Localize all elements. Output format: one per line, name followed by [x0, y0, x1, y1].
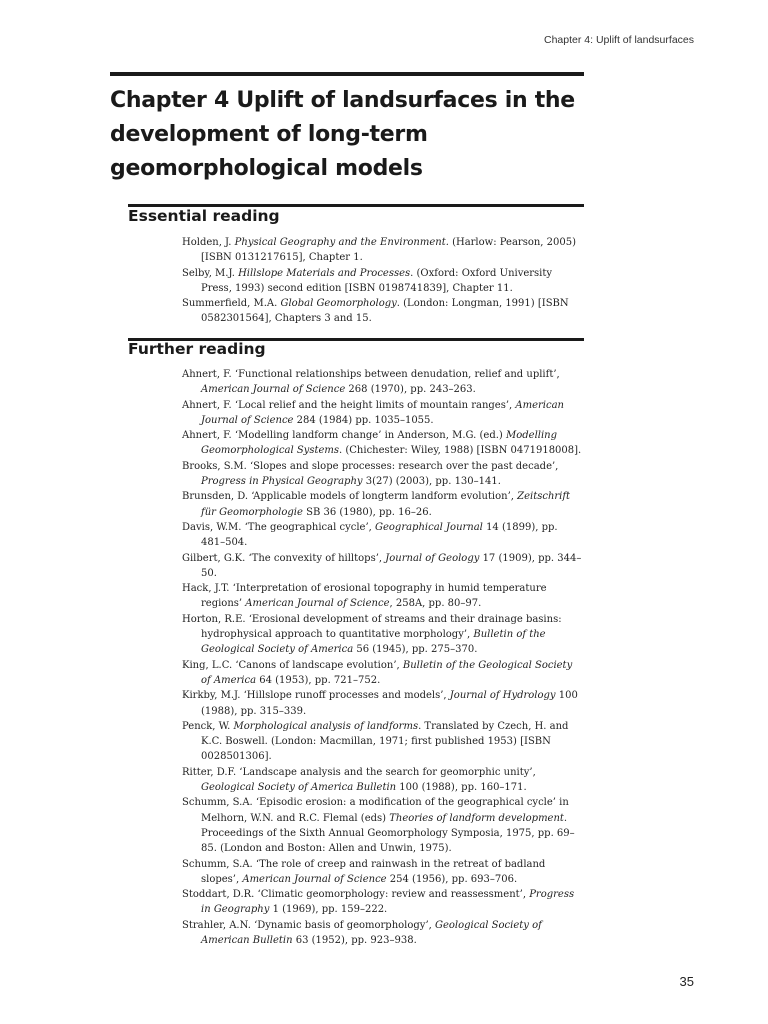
- page-number: 35: [679, 974, 694, 989]
- reference-text: Horton, R.E. ‘Erosional development of streams and their drainage basins: hydrophysical approach to quantitative morphology’,: [182, 613, 562, 641]
- reference-text: . (Chichester: Wiley, 1988) [ISBN 0471918008].: [339, 445, 582, 457]
- reference-title: Journal of Hydrology: [449, 690, 556, 702]
- reference-text: 64 (1953), pp. 721–752.: [256, 674, 381, 686]
- reference-text: . Translated by Czech, H. and K.C. Boswell. (London: Macmillan, 1971; first published 1953) [ISBN 0028501306].: [201, 720, 569, 763]
- reference-item: [182, 398, 584, 429]
- reference-title: American Journal of Science: [201, 384, 346, 396]
- reference-text: 254 (1956), pp. 693–706.: [386, 873, 518, 885]
- reference-text: 14 (1899), pp. 481–504.: [201, 521, 558, 549]
- reference-title: Zeitschrift für Geomorphologie: [201, 491, 571, 518]
- reference-text: . (London: Longman, 1991) [ISBN 0582301564], Chapters 3 and 15.: [201, 298, 569, 325]
- reference-text: SB 36 (1980), pp. 16–26.: [302, 506, 432, 518]
- reference-text: Schumm, S.A. ‘The role of creep and rainwash in the retreat of badland slopes’,: [182, 858, 546, 885]
- reference-text: Summerfield, M.A.: [182, 298, 281, 310]
- reference-text: . Proceedings of the Sixth Annual Geomorphology Symposia, 1975, pp. 69–85. (London and Boston: Allen and Unwin, 1975).: [201, 812, 575, 855]
- reference-text: 17 (1909), pp. 344–50.: [201, 552, 582, 579]
- reference-item: [182, 612, 584, 658]
- reference-item: [182, 551, 584, 582]
- reference-title: Modelling Geomorphological Systems: [201, 430, 558, 457]
- reference-text: Penck, W.: [182, 720, 234, 732]
- reference-text: 56 (1945), pp. 275–370.: [353, 644, 478, 656]
- reference-item: [182, 765, 584, 796]
- reference-text: Strahler, A.N. ‘Dynamic basis of geomorphology’,: [182, 919, 435, 931]
- reference-item: [182, 795, 584, 856]
- reference-text: (Harlow: Pearson, 2005) [ISBN 0131217615], Chapter 1.: [201, 237, 576, 264]
- reference-title: Global Geomorphology: [280, 298, 397, 310]
- reference-title: Geological Society of American Bulletin: [201, 919, 542, 946]
- reference-title: Theories of landform development: [389, 812, 564, 824]
- further-reading-list: [182, 367, 584, 948]
- reference-title: Geographical Journal: [374, 521, 483, 533]
- reference-item: [182, 581, 584, 612]
- essential-reading-list: [182, 235, 584, 327]
- reference-text: 100 (1988), pp. 160–171.: [396, 782, 527, 794]
- essential-reading-heading: Essential reading: [128, 207, 280, 225]
- reference-item: [182, 235, 584, 266]
- reference-text: Kirkby, M.J. ‘Hillslope runoff processes and models’,: [182, 690, 450, 702]
- reference-text: King, L.C. ‘Canons of landscape evolution’,: [182, 659, 403, 671]
- reference-item: [182, 719, 584, 765]
- reference-text: Selby, M.J.: [182, 267, 239, 279]
- reference-item: [182, 459, 584, 490]
- reference-text: , 258A, pp. 80–97.: [389, 598, 482, 610]
- reference-text: Holden, J.: [182, 237, 235, 248]
- reference-text: Gilbert, G.K. ‘The convexity of hilltops’,: [182, 552, 386, 564]
- reference-text: 1 (1969), pp. 159–222.: [269, 904, 388, 916]
- reference-text: 3(27) (2003), pp. 130–141.: [362, 476, 501, 488]
- reference-text: 63 (1952), pp. 923–938.: [292, 934, 417, 946]
- reference-title: Progress in Physical Geography: [201, 476, 363, 488]
- reference-title: Bulletin of the Geological Society of America: [201, 659, 573, 686]
- reference-item: [182, 918, 584, 949]
- chapter-title-rule: [110, 72, 584, 76]
- reference-text: Ahnert, F. ‘Local relief and the height limits of mountain ranges’,: [182, 399, 516, 411]
- reference-item: [182, 367, 584, 398]
- reference-item: [182, 658, 584, 689]
- chapter-title: Chapter 4 Uplift of landsurfaces in the development of long-term geomorphological models: [110, 88, 575, 181]
- reference-item: [182, 887, 584, 918]
- reference-text: 268 (1970), pp. 243–263.: [345, 384, 476, 396]
- further-reading-heading: Further reading: [128, 340, 266, 358]
- reference-title: Morphological analysis of landforms: [233, 720, 419, 732]
- reference-text: Brunsden, D. ‘Applicable models of longterm landform evolution’,: [182, 491, 518, 503]
- reference-item: [182, 520, 584, 551]
- reference-text: Davis, W.M. ‘The geographical cycle’,: [182, 521, 375, 533]
- reference-text: Schumm, S.A. ‘Episodic erosion: a modification of the geographical cycle’ in Melhorn, W.N. and R.C. Flemal (eds): [182, 797, 569, 824]
- running-head: Chapter 4: Uplift of landsurfaces: [544, 34, 694, 46]
- reference-title: American Journal of Science: [201, 399, 564, 426]
- reference-text: . (Oxford: Oxford University Press, 1993) second edition [ISBN 0198741839], Chapter 11.: [201, 267, 553, 294]
- reference-text: 100 (1988), pp. 315–339.: [201, 690, 578, 717]
- reference-title: Physical Geography and the Environment.: [234, 237, 449, 248]
- reference-title: Geological Society of America Bulletin: [201, 782, 397, 794]
- reference-text: 284 (1984) pp. 1035–1055.: [293, 414, 434, 426]
- reference-item: [182, 857, 584, 888]
- reference-title: Journal of Geology: [385, 552, 480, 564]
- reference-title: Hillslope Materials and Processes: [238, 267, 411, 279]
- reference-text: Stoddart, D.R. ‘Climatic geomorphology: review and reassessment’,: [182, 889, 530, 901]
- reference-text: Ahnert, F. ‘Modelling landform change’ in Anderson, M.G. (ed.): [182, 430, 506, 442]
- reference-text: Hack, J.T. ‘Interpretation of erosional topography in humid temperature regions’: [182, 583, 547, 610]
- reference-title: Progress in Geography: [201, 889, 575, 916]
- reference-item: [182, 428, 584, 459]
- reference-text: Ritter, D.F. ‘Landscape analysis and the search for geomorphic unity’,: [182, 766, 536, 778]
- reference-title: American Journal of Science: [245, 598, 390, 610]
- reference-text: Ahnert, F. ‘Functional relationships between denudation, relief and uplift’,: [182, 369, 560, 380]
- reference-title: Bulletin of the Geological Society of America: [201, 629, 546, 656]
- reference-item: [182, 296, 584, 327]
- reference-item: [182, 266, 584, 297]
- reference-item: [182, 688, 584, 719]
- reference-text: Brooks, S.M. ‘Slopes and slope processes: research over the past decade’,: [182, 460, 559, 472]
- reference-title: American Journal of Science: [242, 873, 387, 885]
- reference-item: [182, 489, 584, 520]
